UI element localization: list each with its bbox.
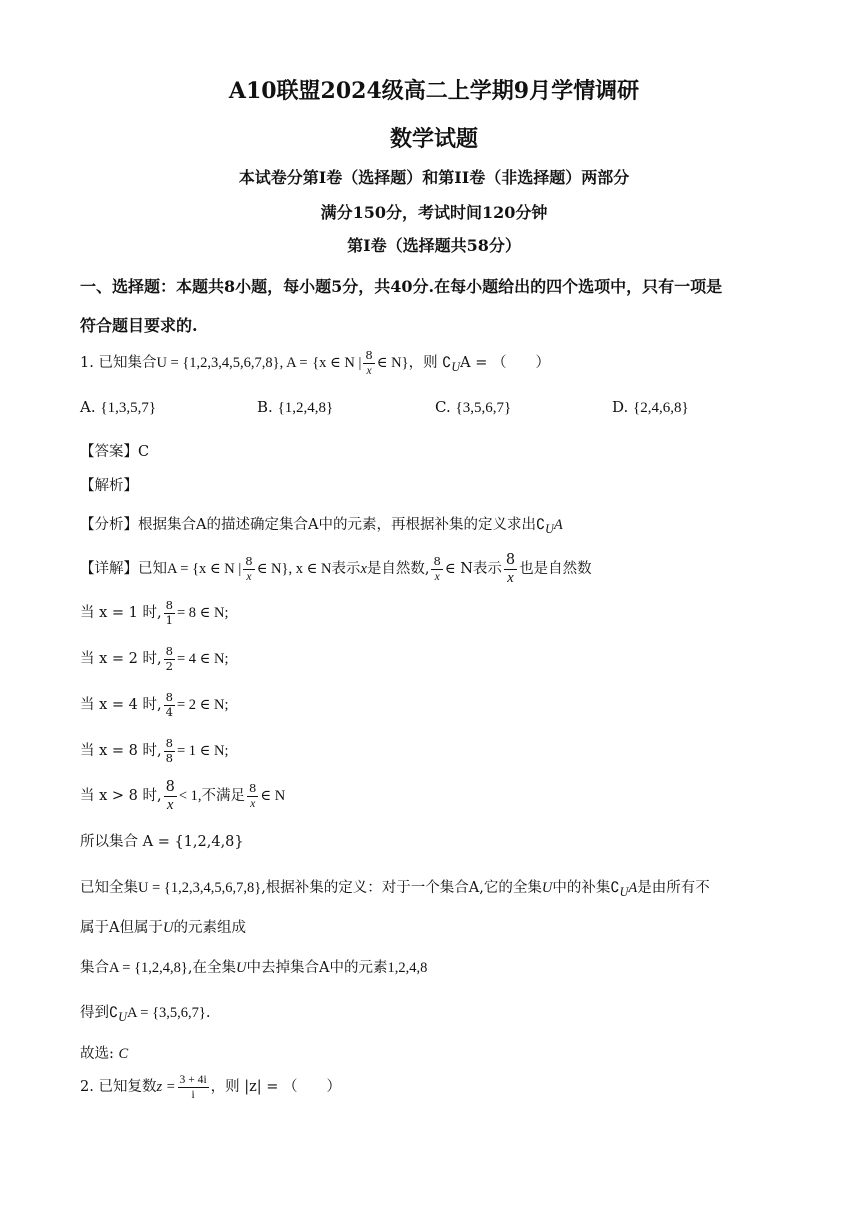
option-label: D. [612, 398, 629, 416]
sub-U: U [118, 1009, 127, 1024]
case-result: = 2 ∈ N; [177, 697, 229, 714]
exam-info-parts: 本试卷分第I卷（选择题）和第II卷（非选择题）两部分 [238, 168, 630, 187]
fenxi-end: A [553, 517, 563, 533]
symbol-U: U [541, 880, 553, 896]
set-U: U = {1,2,3,4,5,6,7,8} [138, 880, 262, 896]
detail-set-end: ∈ N}, x ∈ N [256, 561, 332, 577]
fraction-numerator: 8 [365, 348, 373, 362]
text: 集合 [80, 960, 109, 976]
chosen-option: C [118, 1046, 129, 1062]
text: 中的补集∁ [552, 880, 620, 896]
case-fraction [164, 692, 175, 718]
case-condition: 当 x = 2 时, [80, 651, 162, 668]
q1-universal-line2 [80, 916, 246, 937]
text: 故选: [80, 1046, 114, 1062]
q1-stem-A-left: {x ∈ N | [312, 355, 362, 372]
symbol-U: U [236, 960, 247, 976]
option-label: B. [257, 398, 273, 416]
case-fraction-small [247, 780, 258, 810]
option-value: {2,4,6,8} [633, 400, 689, 416]
text: 中去掉集合A中的元素 [246, 960, 388, 976]
detail-fraction-1 [243, 553, 254, 583]
fraction-numerator: 3 + 4i [179, 1073, 207, 1086]
detail-text: 表示 [331, 561, 361, 577]
q2-suffix: ，则 |z| = （ ） [210, 1079, 342, 1096]
case-fraction [164, 600, 175, 626]
fraction-denominator: x [250, 796, 256, 810]
case-fraction [164, 646, 175, 672]
option-value: {1,2,4,8} [277, 400, 334, 416]
fraction-numerator: 8 [505, 552, 516, 568]
fraction-denominator: i [191, 1087, 195, 1101]
q1-stem-A-right: ∈ N} [376, 355, 409, 372]
fraction-denominator: x [366, 363, 372, 377]
q1-option-a [80, 398, 156, 417]
detail-text: 是自然数, [366, 561, 430, 577]
sub-U: U [619, 884, 629, 899]
option-value: {1,3,5,7} [100, 400, 157, 416]
elements: 1,2,4,8 [387, 960, 428, 976]
case-end: ∈ N [260, 788, 286, 804]
q1-answer: 【答案】C [80, 444, 150, 460]
fraction-numerator: 8 [165, 779, 175, 795]
section1-instructions-line1: 一、选择题：本题共8小题，每小题5分，共40分.在每小题给出的四个选项中，只有一项是 [80, 277, 723, 296]
text: 是由所有不 [637, 880, 710, 896]
part1-heading: 第I卷（选择题共58分） [347, 236, 521, 255]
fraction-denominator: x [507, 569, 514, 586]
q1-case-3 [80, 692, 229, 718]
case-result: = 4 ∈ N; [177, 651, 229, 668]
q1-stem-U: U = {1,2,3,4,5,6,7,8}, A = [156, 355, 308, 372]
text: 的元素组成 [173, 920, 246, 936]
text: . [205, 1005, 211, 1021]
case-result: = 8 ∈ N; [177, 605, 229, 622]
detail-fraction-3 [504, 553, 517, 585]
q1-set-line [80, 956, 427, 977]
case-condition: 当 x = 8 时, [80, 743, 162, 760]
fraction-numerator: 8 [165, 690, 173, 704]
q1-case-2 [80, 646, 229, 672]
case-condition: 当 x > 8 时, [80, 788, 162, 804]
symbol-A: A [628, 880, 638, 896]
fraction-denominator: x [434, 569, 440, 583]
fraction-numerator: 8 [245, 553, 253, 568]
complement-result: A = {3,5,6,7} [126, 1005, 206, 1021]
q1-case-5 [80, 780, 285, 812]
set-A: A = {1,2,4,8} [109, 960, 188, 976]
text: 得到∁ [80, 1005, 119, 1021]
fraction-denominator: 2 [165, 658, 173, 673]
detail-set: A = {x ∈ N | [167, 561, 242, 577]
q1-universal-line1 [80, 876, 710, 900]
q1-so-line: 所以集合 A = {1,2,4,8} [80, 834, 244, 850]
fraction-numerator: 8 [433, 553, 441, 568]
q1-option-c [435, 398, 511, 417]
detail-prefix: 【详解】已知 [80, 561, 167, 577]
section1-instructions-line2: 符合题目要求的. [80, 316, 198, 335]
case-condition: 当 x = 4 时, [80, 697, 162, 714]
fenxi-text: 【分析】根据集合A的描述确定集合A中的元素，再根据补集的定义求出∁ [80, 517, 546, 533]
fraction-denominator: 4 [165, 704, 173, 719]
case-fraction [164, 738, 175, 764]
detail-text: 也是自然数 [519, 561, 592, 577]
q1-stem-sub: U [451, 359, 461, 374]
symbol-U: U [162, 920, 174, 936]
q1-analysis-title: 【解析】 [80, 478, 138, 494]
case-result: = 1 ∈ N; [177, 743, 229, 760]
q1-result-line [80, 1001, 210, 1025]
fraction-denominator: 1 [165, 612, 173, 627]
fenxi-sub: U [545, 521, 554, 536]
q1-option-d [612, 398, 689, 417]
case-fraction [164, 780, 177, 812]
fraction-denominator: x [167, 796, 174, 813]
case-result: < 1,不满足 [178, 788, 246, 804]
fraction-numerator: 8 [165, 736, 173, 750]
q2-fraction [178, 1074, 209, 1100]
option-value: {3,5,6,7} [455, 400, 512, 416]
text: 属于A但属于 [80, 920, 163, 936]
option-label: A. [80, 398, 96, 416]
fraction-numerator: 8 [165, 598, 173, 612]
q2-z: z = [156, 1079, 176, 1096]
q1-case-1 [80, 600, 229, 626]
q1-choose-line [80, 1042, 128, 1063]
fraction-denominator: 8 [165, 750, 173, 765]
q1-stem-end: A = （ ） [460, 355, 550, 372]
detail-text: ∈ N表示 [444, 561, 502, 577]
q1-stem [80, 350, 550, 376]
q2-prefix: 2. 已知复数 [80, 1079, 157, 1096]
fraction-numerator: 8 [165, 644, 173, 658]
q1-stem-prefix: 1. 已知集合 [80, 355, 157, 372]
case-condition: 当 x = 1 时, [80, 605, 162, 622]
exam-subtitle: 数学试题 [389, 126, 478, 152]
option-label: C. [435, 398, 451, 416]
q2-stem [80, 1074, 341, 1100]
exam-title: A10联盟2024级高二上学期9月学情调研 [228, 78, 640, 104]
q1-stem-suffix: ，则 ∁ [408, 355, 452, 372]
q1-option-b [257, 398, 333, 417]
text: ,根据补集的定义：对于一个集合A,它的全集 [261, 880, 542, 896]
q1-case-4 [80, 738, 229, 764]
q1-stem-fraction [363, 350, 374, 376]
detail-fraction-2 [431, 553, 442, 583]
detail-x: x [360, 561, 367, 577]
fraction-denominator: x [246, 569, 252, 583]
q1-fenxi [80, 513, 563, 537]
q1-detail [80, 553, 592, 585]
text: 已知全集 [80, 880, 138, 896]
exam-info-time: 满分150分，考试时间120分钟 [320, 203, 548, 222]
fraction-numerator: 8 [249, 780, 257, 795]
text: ,在全集 [187, 960, 237, 976]
